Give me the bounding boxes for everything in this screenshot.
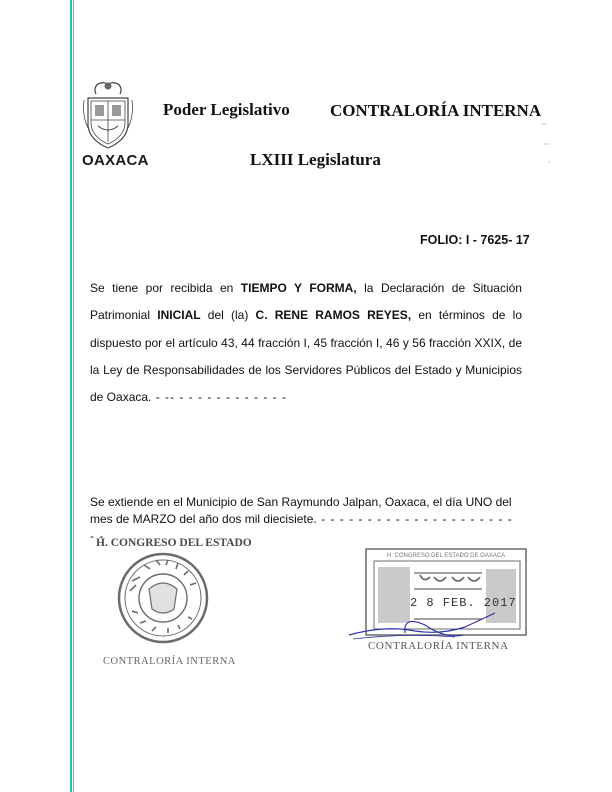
p1-bold-type: INICIAL: [157, 308, 201, 323]
received-stamp-header: H. CONGRESO DEL ESTADO DE OAXACA: [386, 553, 506, 559]
folio-number: FOLIO: I - 7625- 17: [420, 233, 530, 247]
p1-bold-timely: TIEMPO Y FORMA,: [240, 281, 357, 295]
scan-specks: [540, 118, 554, 168]
state-name: OAXACA: [82, 152, 149, 169]
p1-bold-name: C. RENE RAMOS REYES,: [255, 308, 412, 323]
p2-text: Se extiende en el Municipio de San Raymundo Jalpan, Oaxaca, el día UNO del mes de MARZO del año dos mil diecisiete.: [90, 495, 512, 526]
round-seal-stamp: [116, 551, 210, 645]
legislature-title: LXIII Legislatura: [250, 150, 381, 169]
branch-title: Poder Legislativo: [163, 100, 290, 119]
left-stamp-caption-bottom: CONTRALORÍA INTERNA: [103, 656, 236, 667]
p1-dashes: - -- - - - - - - - - - - - -: [151, 390, 287, 405]
coat-of-arms-icon: [82, 76, 134, 150]
office-title: CONTRALORÍA INTERNA: [330, 101, 542, 120]
p1-text-3: del (la): [200, 308, 256, 323]
left-stamp-caption-top: H. CONGRESO DEL ESTADO: [96, 537, 252, 549]
p1-text-1: Se tiene por recibida en: [90, 281, 241, 295]
left-edge-line: [70, 0, 72, 792]
declaration-paragraph: [90, 275, 522, 411]
left-edge-shadow: [73, 0, 74, 792]
p1-text-2: la Declaración de Situación Patrimonial: [90, 281, 522, 323]
received-stamp-footer: CONTRALORÍA INTERNA: [368, 640, 509, 652]
received-date: 2 8 FEB. 2017: [410, 596, 517, 610]
p1-text-4: en términos de lo dispuesto por el artículo 43, 44 fracción I, 45 fracción I, 46 y 56 fracción XXIX, de la Ley de Responsabilidades de los Servidores Públicos del Estado y Municipios de Oaxaca.: [90, 308, 523, 405]
p2-dashes: - - - - - - - - - - - - - - - - - - - - - - -: [90, 512, 513, 543]
